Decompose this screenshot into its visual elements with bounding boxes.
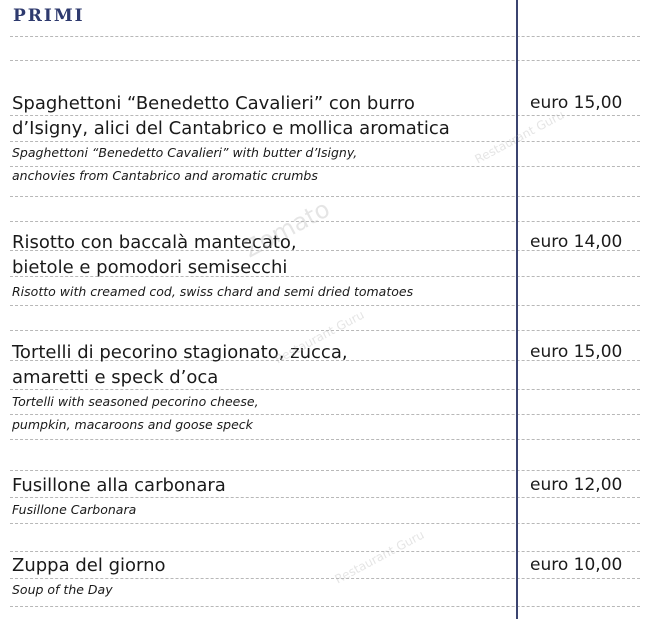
watermark-text: Zomato bbox=[238, 194, 335, 264]
ruled-line bbox=[10, 551, 640, 552]
dish-price: euro 10,00 bbox=[530, 555, 623, 575]
menu-item bbox=[12, 553, 512, 601]
dish-translation-line: pumpkin, macaroons and goose speck bbox=[12, 417, 253, 432]
watermark-text: Restaurant Guru bbox=[332, 527, 427, 587]
ruled-line bbox=[10, 606, 640, 607]
menu-item bbox=[12, 230, 512, 303]
menu-item bbox=[12, 340, 512, 436]
menu-item bbox=[12, 473, 512, 521]
dish-translation-line: Fusillone Carbonara bbox=[12, 502, 137, 517]
dish-translation-line: Tortelli with seasoned pecorino cheese, bbox=[12, 394, 259, 409]
dish-price: euro 14,00 bbox=[530, 232, 623, 252]
dish-name-line: Zuppa del giorno bbox=[12, 555, 166, 576]
dish-name-line: amaretti e speck d’oca bbox=[12, 367, 219, 388]
dish-name-line: Fusillone alla carbonara bbox=[12, 475, 226, 496]
ruled-line bbox=[10, 470, 640, 471]
ruled-line bbox=[10, 221, 640, 222]
dish-price: euro 15,00 bbox=[530, 93, 623, 113]
dish-translation-line: anchovies from Cantabrico and aromatic crumbs bbox=[12, 168, 318, 183]
ruled-line bbox=[10, 439, 640, 440]
column-divider bbox=[516, 0, 518, 619]
ruled-line bbox=[10, 523, 640, 524]
dish-name-line: Tortelli di pecorino stagionato, zucca, bbox=[12, 342, 348, 363]
dish-translation-line: Spaghettoni “Benedetto Cavalieri” with butter d’Isigny, bbox=[12, 145, 358, 160]
ruled-line bbox=[10, 60, 640, 61]
watermark-text: Restaurant Guru bbox=[272, 307, 367, 367]
ruled-line bbox=[10, 330, 640, 331]
dish-name-line: Spaghettoni “Benedetto Cavalieri” con burro bbox=[12, 93, 415, 114]
dish-price: euro 12,00 bbox=[530, 475, 623, 495]
dish-name-line: Risotto con baccalà mantecato, bbox=[12, 232, 297, 253]
ruled-line bbox=[10, 305, 640, 306]
menu-item bbox=[12, 91, 512, 187]
dish-translation-line: Soup of the Day bbox=[12, 582, 113, 597]
ruled-line bbox=[10, 36, 640, 37]
dish-name-line: bietole e pomodori semisecchi bbox=[12, 257, 288, 278]
dish-name-line: d’Isigny, alici del Cantabrico e mollica aromatica bbox=[12, 118, 450, 139]
ruled-line bbox=[10, 196, 640, 197]
section-title: PRIMI bbox=[13, 6, 85, 26]
watermark-text: Restaurant Guru bbox=[472, 107, 567, 167]
dish-price: euro 15,00 bbox=[530, 342, 623, 362]
dish-translation-line: Risotto with creamed cod, swiss chard and semi dried tomatoes bbox=[12, 284, 414, 299]
